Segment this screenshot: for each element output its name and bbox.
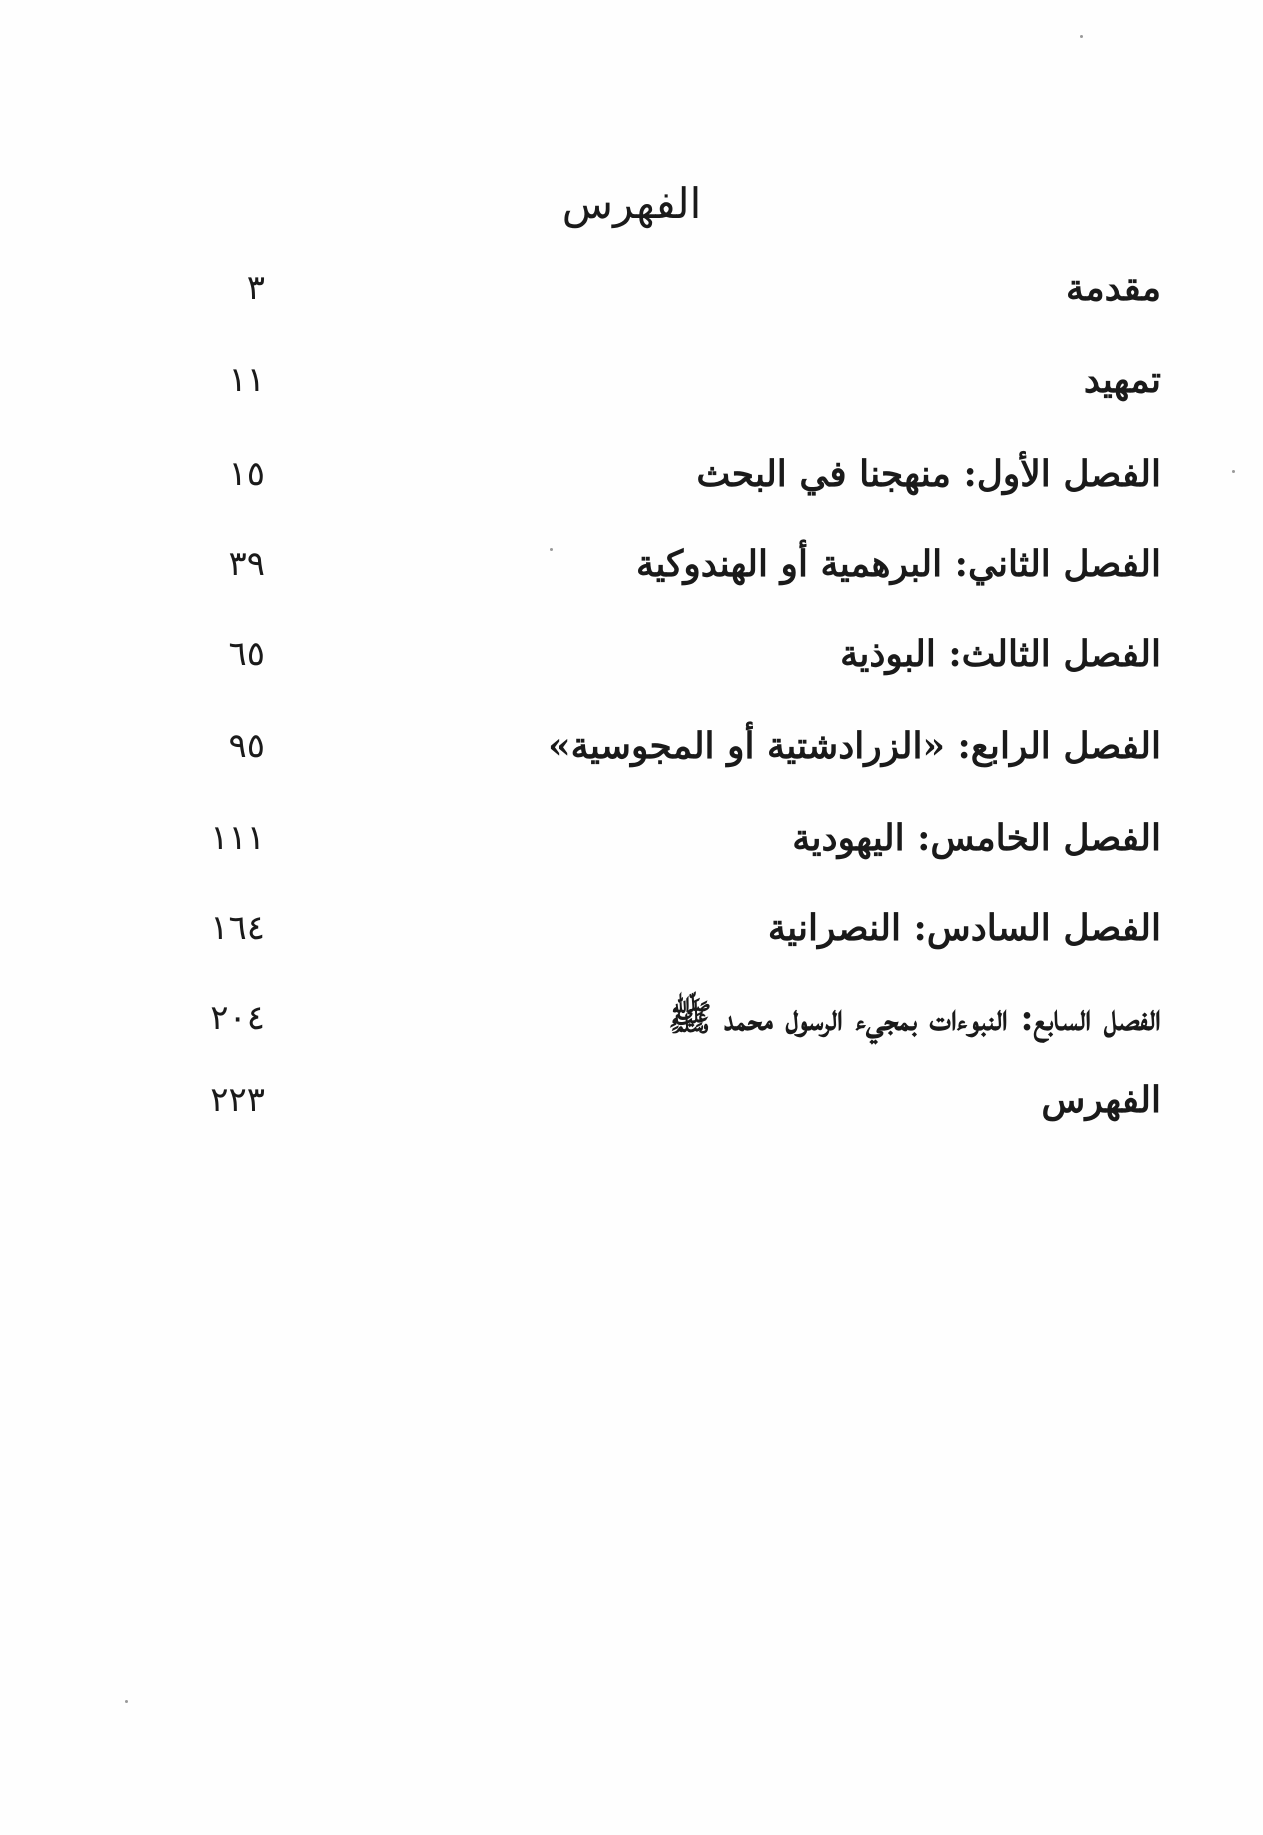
toc-entry-title: الفصل الرابع: «الزرادشتية أو المجوسية» bbox=[548, 725, 1161, 767]
toc-entry-title: الفصل الخامس: اليهودية bbox=[792, 817, 1161, 859]
toc-entry-chapter-2 bbox=[0, 534, 1263, 594]
scan-speck bbox=[550, 548, 553, 551]
toc-entry-title: الفصل الثالث: البوذية bbox=[840, 633, 1161, 675]
scan-speck bbox=[1080, 35, 1083, 38]
toc-entry-title: الفصل الأول: منهجنا في البحث bbox=[696, 453, 1161, 495]
toc-entry-page-number: ٢٢٣ bbox=[210, 1080, 265, 1120]
toc-entry-title: الفصل السادس: النصرانية bbox=[767, 907, 1161, 949]
toc-entry-introduction bbox=[0, 258, 1263, 318]
toc-entry-title: الفهرس bbox=[1041, 1079, 1161, 1121]
toc-entry-title: تمهيد bbox=[1083, 359, 1161, 401]
toc-entry-index bbox=[0, 1070, 1263, 1130]
page-title: الفهرس bbox=[561, 179, 702, 228]
toc-entry-page-number: ١٦٤ bbox=[210, 908, 265, 948]
toc-entry-title: مقدمة bbox=[1066, 267, 1161, 309]
toc-entry-page-number: ٢٠٤ bbox=[210, 998, 265, 1038]
toc-entry-page-number: ٣ bbox=[246, 268, 265, 308]
scan-speck bbox=[1232, 470, 1235, 473]
toc-entry-chapter-6 bbox=[0, 898, 1263, 958]
toc-entry-chapter-7 bbox=[0, 988, 1263, 1048]
toc-entry-page-number: ٩٥ bbox=[228, 726, 265, 766]
toc-entry-page-number: ١٥ bbox=[228, 454, 265, 494]
toc-entry-chapter-1 bbox=[0, 444, 1263, 504]
toc-entry-page-number: ٦٥ bbox=[228, 634, 265, 674]
toc-entry-page-number: ٣٩ bbox=[228, 544, 265, 584]
toc-entry-chapter-5 bbox=[0, 808, 1263, 868]
toc-entry-page-number: ١١١ bbox=[210, 818, 265, 858]
toc-entry-chapter-3 bbox=[0, 624, 1263, 684]
toc-entry-page-number: ١١ bbox=[228, 360, 265, 400]
toc-entry-chapter-4 bbox=[0, 716, 1263, 776]
toc-entry-title: الفصل السابع: النبوءات بمجيء الرسول محمد ﷺ bbox=[668, 997, 1161, 1039]
toc-entry-title: الفصل الثاني: البرهمية أو الهندوكية bbox=[636, 543, 1161, 585]
scan-speck bbox=[125, 1700, 128, 1703]
toc-entry-preface bbox=[0, 350, 1263, 410]
